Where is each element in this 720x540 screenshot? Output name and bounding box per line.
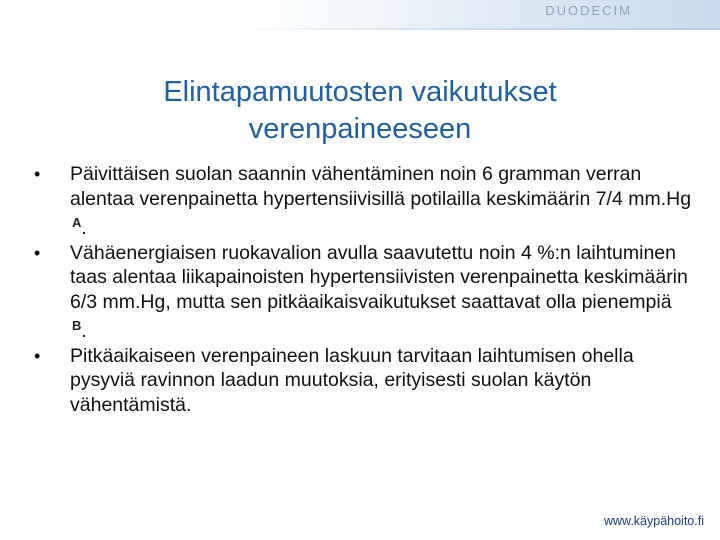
evidence-grade: A — [72, 215, 82, 230]
bullet-trail: . — [81, 217, 87, 239]
bullet-item-2 — [32, 241, 692, 344]
bullet-marker-icon: • — [34, 345, 41, 366]
duodecim-logo: DUODECIM — [545, 3, 632, 18]
evidence-grade: B — [72, 318, 82, 333]
slide-title — [60, 74, 660, 148]
bullet-text: Pitkäaikaiseen verenpaineen laskuun tarvitaan laihtumisen ohella pysyviä ravinnon laadun muutoksia, erityisesti suolan käytön vähentämistä. — [70, 344, 634, 416]
bullet-text: Päivittäisen suolan saannin vähentäminen noin 6 gramman verran alentaa verenpainetta hypertensiivisillä potilailla keskimäärin 7/4 mm.Hg — [70, 163, 692, 210]
bullet-trail: . — [81, 320, 87, 342]
slide-title-line-1: Elintapamuutosten vaikutukset — [163, 76, 557, 108]
footer-url: www.käypähoito.fi — [603, 514, 704, 528]
bullet-item-3 — [32, 344, 692, 418]
bullet-text: Vähäenergiaisen ruokavalion avulla saavutettu noin 4 %:n laihtuminen taas alentaa liikapainoisten hypertensiivisten verenpainetta keskimäärin 6/3 mm.Hg, mutta sen pitkäaikaisvaikutukset saattavat olla pienempiä — [70, 241, 688, 313]
bullet-list — [32, 162, 692, 417]
bullet-marker-icon: • — [34, 164, 41, 184]
bullet-item-1 — [32, 162, 692, 241]
slide-title-line-2: verenpaineeseen — [248, 113, 472, 145]
bullet-marker-icon: • — [34, 242, 41, 263]
